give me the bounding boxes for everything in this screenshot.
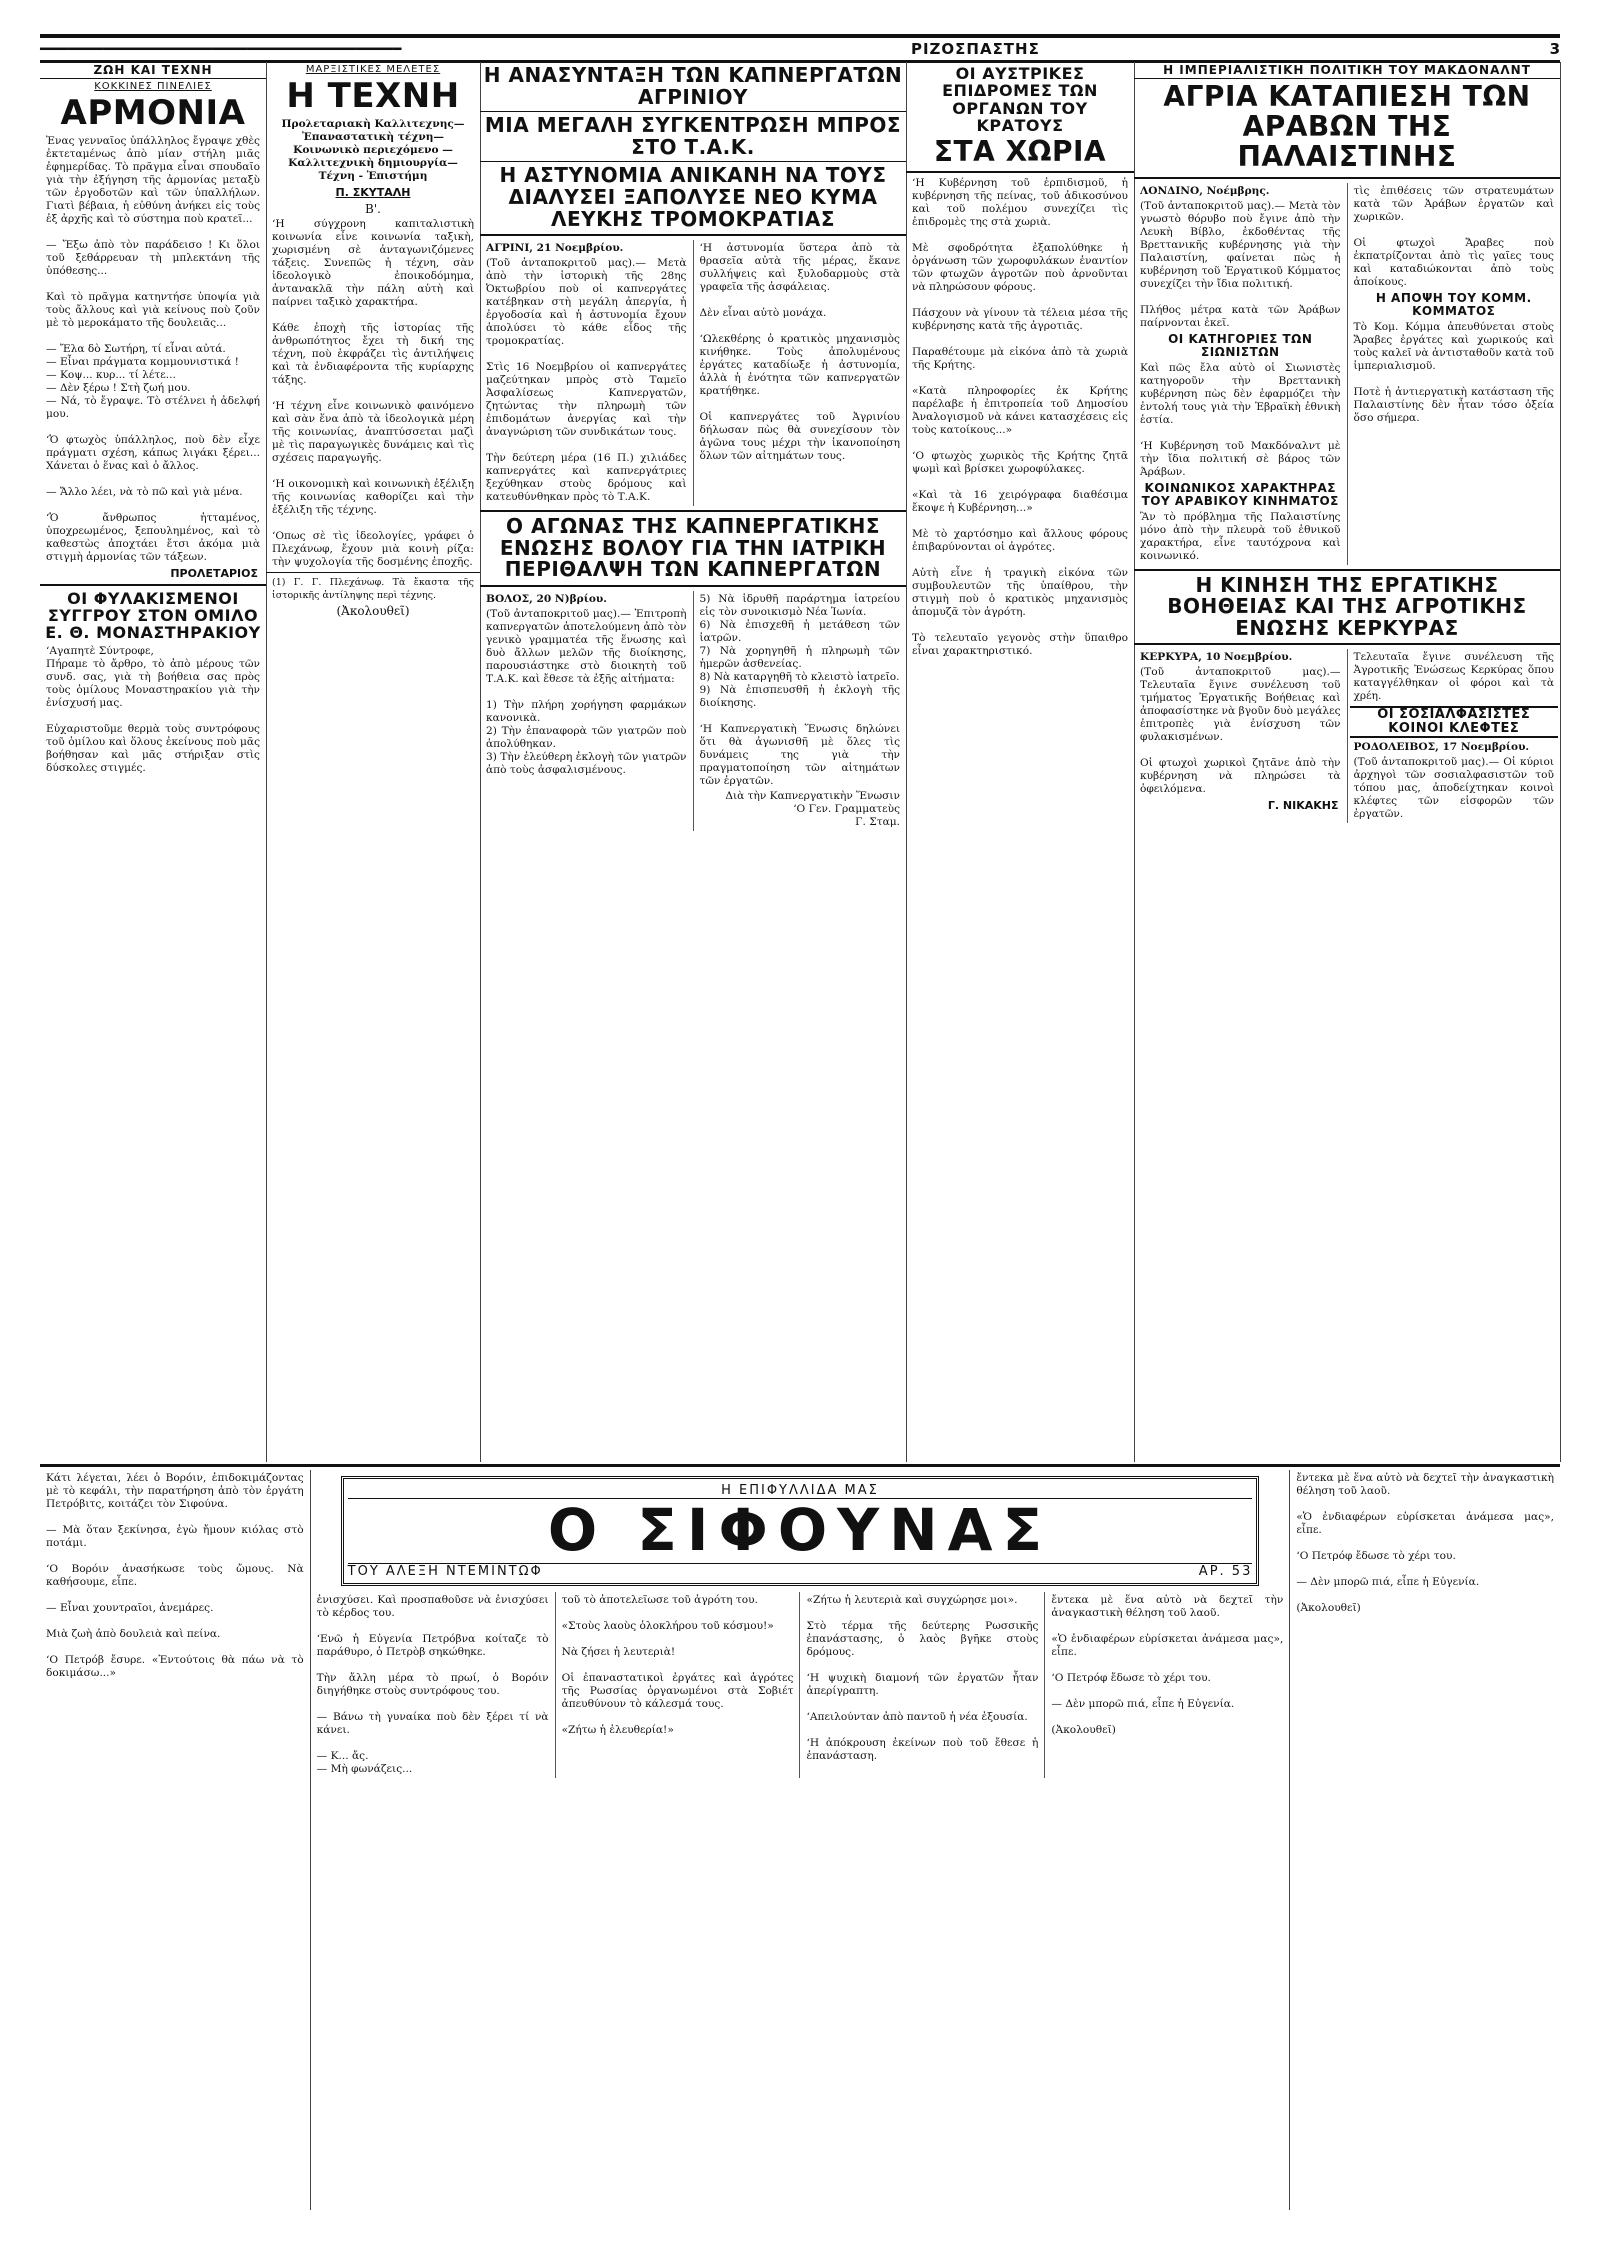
feuilleton-center — [311, 1470, 1290, 2210]
article-left — [480, 591, 694, 831]
feuilleton — [40, 1470, 1560, 2210]
divider — [266, 572, 480, 573]
feuilleton-columns — [311, 1592, 1290, 1778]
column-austrian-raids — [906, 62, 1135, 1462]
page-divider — [40, 1464, 1560, 1467]
dateline-text: ΡΟΔΟΛΕΙΒΟΣ, 17 Νοεμβρίου. — [1353, 741, 1530, 754]
dateline — [486, 593, 687, 606]
headline-prisoners: ΟΙ ΦΥΛΑΚΙΣΜΕΝΟΙ ΣΥΓΓΡΟΥ ΣΤΟΝ ΟΜΙΛΟ Ε. Θ. ΜΟΝΑΣΤΗΡΑΚΙΟΥ — [45, 588, 261, 643]
article-body: Ἂν τὸ πρόβλημα τῆς Παλαιστίνης μόνο ἀπὸ τὴν πλευρὰ τοῦ ἐθνικοῦ χαρακτήρα, εἶνε ταυτόχρονα καὶ κοινωνικό. — [1140, 510, 1344, 562]
article-right — [1348, 649, 1561, 823]
subheading: ΚΟΙΝΩΝΙΚΟΣ ΧΑΡΑΚΤΗΡΑΣ ΤΟΥ ΑΡΑΒΙΚΟΥ ΚΙΝΗΜΑΤΟΣ — [1141, 480, 1339, 508]
masthead — [40, 34, 1560, 63]
headline-villages: ΣΤΑ ΧΩΡΙΑ — [933, 135, 1107, 169]
dateline — [1140, 651, 1341, 664]
byline: Γ. ΝΙΚΑΚΗΣ — [1267, 799, 1339, 813]
feuilleton-author-row — [348, 1563, 1253, 1579]
headline-socialfascists: ΟΙ ΣΟΣΙΑΛΦΑΣΙΣΤΕΣ ΚΟΙΝΟΙ ΚΛΕΦΤΕΣ — [1350, 706, 1559, 738]
byline: Π. ΣΚΥΤΑΛΗ — [335, 185, 411, 199]
headline-raids: ΟΙ ΑΥΣΤΡΙΚΕΣ ΕΠΙΔΡΟΜΕΣ ΤΩΝ ΟΡΓΑΝΩΝ ΤΟΥ ΚΡΑΤΟΥΣ — [942, 64, 1098, 135]
article-body: (Τοῦ ἀνταποκριτοῦ μας).— Οἱ κύριοι ἀρχηγοὶ τῶν σοσιαλφασιστῶν τοῦ τόπου μας, ἀποδείχτηκαν κοινοὶ κλέφτες τῶν εἰσφορῶν τῶν ἐργατῶν. — [1353, 756, 1558, 821]
dateline-text: ΛΟΝΔΙΝΟ, Νοέμβρης. — [1140, 184, 1270, 197]
story-text: τοῦ τὸ ἀποτελεῖωσε τοῦ ἀγρότη του. «Στοὺς λαοὺς ὁλοκλήρου τοῦ κόσμου!» Νὰ ζήσει ἡ λευτεριὰ! Οἱ ἐπαναστατικοὶ ἐργάτες καὶ ἀγρότες τῆς Ρωσσίας ὀργανωμένοι στὰ Σοβιέτ ἀπευθύνουν τὸ κάλεσμά τους. «Ζήτω ἡ ἐλευθερία!» — [561, 1593, 794, 1736]
dateline-text: ΚΕΡΚΥΡΑ, 10 Νοεμβρίου. — [1140, 651, 1293, 664]
story-text: ἔντεκα μὲ ἕνα αὐτὸ νὰ δεχτεῖ τὴν ἀναγκαστικὴ θέληση τοῦ λαοῦ. «Ὁ ἐνδιαφέρων εὑρίσκεται ἀνάμεσα μας», εἶπε. ‘Ο Πετρόφ ἔδωσε τὸ χέρι του. — Δὲν μπορῶ πιά, εἶπε ἡ Εὐγενία. (Ἀκολουθεῖ) — [1296, 1472, 1554, 1614]
article-body: (Τοῦ ἀνταποκριτοῦ μας).— Τελευταῖα ἔγινε συνέλευση τοῦ τμήματος Ἐργατικῆς Βοήθειας καὶ ἀποφασίστηκε νὰ βγοῦν δυὸ μεγάλες ἐπιτροπὲς γιὰ ἐνίσχυση τῶν φυλακισμένων. Οἱ φτωχοὶ χωρικοὶ ζητᾶνε ἀπὸ τὴν κυβέρνηση νὰ πληρώσει τὰ ὀφειλόμενα. — [1140, 666, 1341, 796]
article-left — [1134, 183, 1348, 565]
divider — [1134, 569, 1560, 571]
byline: ΠΡΟΛΕΤΑΡΙΟΣ — [170, 566, 258, 580]
continued: (Ἀκολουθεῖ) — [336, 603, 410, 618]
dateline-text: ΒΟΛΟΣ, 20 Ν)βρίου. — [486, 592, 607, 605]
dateline — [1354, 741, 1555, 754]
article-body: τὶς ἐπιθέσεις τῶν στρατευμάτων κατὰ τῶν Ἀράβων ἐργατῶν καὶ χωρικῶν. Οἱ φτωχοὶ Ἄραβες ποὺ ἐκπατρίζονται ἀπὸ τὶς γαῖες τους καὶ καταδιώκονται ἀπὸ τοὺς ἀποίκους. — [1353, 184, 1554, 288]
story-text: Κάτι λέγεται, λέει ὁ Βορόιν, ἐπιδοκιμάζοντας μὲ τὸ κεφάλι, τὴν παρατήρηση ἀπὸ τὸν ἐργάτη Πετρόβιτς, κοιτάζει τὸν Σιφούνα. — Μὰ ὅταν ξεκίνησα, ἐγὼ ἤμουν κιόλας στὸ ποτάμι. ‘Ο Βορόιν ἀνασήκωσε τοὺς ὤμους. Νὰ καθήσουμε, εἶπε. — Εἶναι χουντραῖοι, ἀνεμάρες. Μιὰ ζωὴ ἀπὸ δουλειὰ καὶ πείνα. ‘Ο Πετρόβ ἔσυρε. «Ἐντούτοις θὰ πάω νὰ τὸ δοκιμάσω...» — [46, 1472, 304, 1679]
feuilleton-title: Ο ΣΙΦΟΥΝΑΣ — [547, 1496, 1053, 1564]
divider — [480, 111, 906, 112]
article-right — [694, 591, 907, 831]
subheading: ΟΙ ΚΑΤΗΓΟΡΙΕΣ ΤΩΝ ΣΙΩΝΙΣΤΩΝ — [1168, 331, 1313, 359]
article-left — [1134, 649, 1348, 823]
kicker: ΚΟΚΚΙΝΕΣ ΠΙΝΕΛΙΕΣ — [94, 81, 212, 92]
footnote: (1) Γ. Γ. Πλεχάνωφ. Τὰ ἔκαστα τῆς ἱστορικῆς ἀντίληψης περὶ τέχνης. — [272, 576, 478, 601]
feuilleton-col — [1045, 1592, 1289, 1778]
article-body: Ἐνας γενναῖος ὑπάλληλος ἔγραψε χθὲς ἐκτεταμένως ἀπὸ μίαν στήλη μιᾶς ἐφημερίδας. Τὸ πρᾶγμα εἶναι σπουδαῖο γιὰ τὴν ἐξήγηση τῆς ἀρμονίας μεταξὺ τῶν ἐργοδοτῶν καὶ τῶν ὑπαλλήλων. Γιατὶ βέβαια, ἡ εὐθύνη ἀνήκει εἰς τοὺς ἐξ ἀρχῆς καὶ τὸ σύστημα ποὺ κρατεῖ... — Ἔξω ἀπὸ τὸν παράδεισο ! Κι ὅλοι τοῦ ξεθάρρευαν τὴ μπλεκτάνη τῆς ὑπόθεσης... Καὶ τὸ πρᾶγμα κατηντήσε ὑποψία γιὰ τοὺς ἄλλους καὶ γιὰ κείνους ποὺ ζοῦν μὲ τὸ μεροκάματο τῆς δουλειᾶς... — Ἔλα δὸ Σωτήρη, τί εἶναι αὐτά. — Εἶναι πράγματα κομμουνιστικά ! — Κοψ... κυρ... τί λέτε... — Δὲν ξέρω ! Στὴ ζωή μου. — Νά, τὸ ἔγραψε. Τὸ στέλνει ἡ ἀδελφή μου. ‘Ὁ φτωχὸς ὑπάλληλος, ποὺ δὲν εἶχε πράγματι σχέση, κάπως λιγάκι ξέρει... Χάνεται ὁ ἕνας καὶ ὁ ἄλλος. — Ἄλλο λέει, νὰ τὸ πῶ καὶ γιὰ μένα. ‘Ὁ ἄνθρωπος ἡτταμένος, ὑποχρεωμένος, ξεπουλημένος, καὶ τὸ καθεστὼς ἀποχτάει ἔτσι ἀκόμα μιὰ στιγμὴ ἀρμονίας τῶν τάξεων. — [46, 134, 260, 563]
column-agrinio — [480, 62, 907, 1462]
story-text: «Ζήτω ἡ λευτεριὰ καὶ συγχώρησε μοι». Στὸ τέρμα τῆς δεύτερης Ρωσσικῆς ἐπανάστασης, ὁ λαὸς βγῆκε στοὺς δρόμους. ‘Η ψυχικὴ διαμονή τῶν ἐργατῶν ἦταν ἀπερίγραπτη. ‘Απειλούνταν ἀπὸ παντοῦ ἡ νέα ἐξουσία. ‘Η ἀπόκρουση ἐκείνων ποὺ τοῦ ἔθεσε ἡ ἐπανάσταση. — [806, 1593, 1039, 1762]
headline-harmony: ΑΡΜΟΝΙΑ — [60, 93, 246, 133]
story-text: ἔντεκα μὲ ἕνα αὐτὸ νὰ δεχτεῖ τὴν ἀναγκαστικὴ θέληση τοῦ λαοῦ. «Ὁ ἐνδιαφέρων εὑρίσκεται ἀνάμεσα μας», εἶπε. ‘Ο Πετρόφ ἔδωσε τὸ χέρι του. — Δὲν μπορῶ πιά, εἶπε ἡ Εὐγενία. (Ἀκολουθεῖ) — [1051, 1593, 1284, 1736]
divider — [480, 585, 906, 587]
article-body: ‘Η σύγχρονη καπιταλιστικὴ κοινωνία εἶνε κοινωνία ταξικὴ, χωρισμένη σὲ ἀνταγωνιζόμενες τάξεις. Συνεπῶς ἡ τέχνη, σὰν ἰδεολογικὸ ἐποικοδόμημα, ἀντανακλᾶ τὴν πάλη αὐτὴ καὶ παίρνει ταξικὸ χαρακτήρα. Κάθε ἐποχὴ τῆς ἱστορίας τῆς ἀνθρωπότητος ἔχει τὴ δική της τέχνη, ποὺ ἐκφράζει τὶς ἀντιλήψεις καὶ τὰ ἐνδιαφέροντα τῆς κυρίαρχης τάξης. ‘Η τέχνη εἶνε κοινωνικὸ φαινόμενο καὶ σὰν ἕνα ἀπὸ τὰ ἰδεολογικὰ μέρη τῆς κοινωνίας, ἀναπτύσσεται μαζὶ μὲ τὶς παραγωγικὲς δυνάμεις καὶ τὶς σχέσεις παραγωγῆς. ‘Η οικονομικὴ καὶ κοινωνικὴ ἐξέλιξη τῆς κοινωνίας καθορίζει καὶ τὴν ἐξέλιξη τῆς τέχνης. ‘Οπως σὲ τὶς ἰδεολογίες, γράφει ὁ Πλεχάνωφ, ἔχουν μιὰ κοινὴ ρίζα: τὴν ψυχολογία τῆς δοσμένης ἐποχῆς. — [272, 217, 474, 568]
feuilleton-col — [800, 1592, 1045, 1778]
column-art — [40, 62, 267, 1462]
divider — [480, 234, 906, 236]
headline-art: Η ΤΕΧΝΗ — [286, 76, 460, 116]
article-body: (Τοῦ ἀνταποκριτοῦ μας).— Μετὰ τὸν γνωστὸ θόρυβο ποὺ ἔγινε ἀπὸ τὴν Λευκὴ Βίβλο, ἐκδοθέντας τῆς Βρεττανικῆς κυβέρνησης γιὰ τὴν Παλαιστίνη, φαίνεται πὼς ἡ κυβέρνηση τοῦ Ἐργατικοῦ Κόμματος συνεχίζει τὴν ἴδια πολιτική. Πλήθος μέτρα κατὰ τῶν Ἀράβων παίρνονται ἐκεῖ. — [1140, 199, 1341, 329]
masthead-title: ΡΙΖΟΣΠΑΣΤΗΣ — [910, 40, 1040, 58]
headline-agrinio-2: ΜΙΑ ΜΕΓΑΛΗ ΣΥΓΚΕΝΤΡΩΣΗ ΜΠΡΟΣ ΣΤΟ Τ.Α.Κ. — [484, 113, 902, 159]
feuilleton-col — [556, 1592, 801, 1778]
feuilleton-col — [311, 1592, 556, 1778]
headline-volos: Ο ΑΓΩΝΑΣ ΤΗΣ ΚΑΠΝΕΡΓΑΤΙΚΗΣ ΕΝΩΣΗΣ ΒΟΛΟΥ ΓΙΑ ΤΗΝ ΙΑΤΡΙΚΗ ΠΕΡΙΘΑΛΨΗ ΤΩΝ ΚΑΠΝΕΡΓΑΤΩΝ — [499, 514, 887, 582]
divider — [906, 171, 1134, 173]
story-text: ἐνισχύσει. Καὶ προσπαθοῦσε νὰ ἐνισχύσει τὸ κέρδος του. ‘Ενῶ ἡ Εὐγενία Πετρόβνα κοίταζε τὸ παράθυρο, ὁ Πετρὸβ σηκώθηκε. Τὴν ἄλλη μέρα τὸ πρωί, ὁ Βορόιν διηγήθηκε στοὺς συντρόφους του. — Βάνω τὴ γυναίκα ποὺ δὲν ξέρει τί νὰ κάνει. — Κ... ἄς. — Μὴ φωνάζεις... — [316, 1593, 549, 1775]
article-columns — [480, 591, 906, 831]
article-columns — [1134, 649, 1560, 823]
dateline — [486, 242, 687, 255]
article-body: Τὸ Κομ. Κόμμα ἀπευθύνεται στοὺς Ἄραβες ἐργάτες καὶ χωρικούς καὶ τοὺς καλεῖ νὰ ἀντισταθοῦν κατὰ τοῦ ἰμπεριαλισμοῦ. Ποτὲ ἡ ἀντιεργατικὴ κατάσταση τῆς Παλαιστίνης δὲν ἦταν τόσο ὀξεία ὅσο σήμερα. — [1353, 320, 1554, 424]
subtitle: Προλεταριακὴ Καλλιτεχνης— Ἐπαναστατικὴ τέχνη— Κοινωνικὸ περιεχόμενο — Καλλιτεχνικὴ δημιουργία— Τέχνη - Ἐπιστήμη — [281, 117, 469, 182]
article-columns — [1134, 183, 1560, 565]
masthead-rule-left: ━━━━━━━━━━━━━━━━━━━━━━━━━━━━━━━━━━━━━━━━ — [40, 40, 402, 58]
section-label: ΖΩΗ ΚΑΙ ΤΕΧΝΗ — [40, 62, 266, 79]
article-right — [1348, 183, 1561, 565]
article-columns — [480, 240, 906, 506]
divider — [1134, 177, 1560, 179]
article-body: ‘Αγαπητὲ Σύντροφε, Πήραμε τὸ ἄρθρο, τὸ ἀπὸ μέρους τῶν συνδ. σας, γιὰ τὴ βοήθεια σας πρὸς τοὺς ὁμίλους Μοναστηρακίου γιὰ τὴν ἐνίσχυσή μας. Εὐχαριστοῦμε θερμὰ τοὺς συντρόφους τοῦ ὁμίλου καὶ ὅλους ἐκείνους ποὺ μᾶς βοήθησαν καὶ μᾶς στήριξαν στὶς δύσκολες στιγμές. — [46, 644, 260, 774]
section-label: Η ΙΜΠΕΡΙΑΛΙΣΤΙΚΗ ΠΟΛΙΤΙΚΗ ΤΟΥ ΜΑΚΔΟΝΑΛΝΤ — [1134, 62, 1560, 79]
dateline — [1140, 185, 1341, 198]
article-body: Τελευταῖα ἔγινε συνέλευση τῆς Ἀγροτικῆς Ἐνώσεως Κερκύρας ὅπου καταγγέλθηκαν οἱ φόροι καὶ τὰ χρέη. — [1353, 651, 1558, 703]
article-body: 5) Νὰ ἱδρυθῆ παράρτημα ἰατρείου εἰς τὸν συνοικισμὸ Νέα Ἰωνία. 6) Νὰ ἐπισχεθῆ ἡ μετάθεση τῶν ἰατρῶν. 7) Νὰ χορηγηθῆ ἡ πληρωμὴ τῶν ἡμερῶν ἀσθενείας. 8) Νὰ καταργηθῆ τὸ κλειστὸ ἰατρεῖο. 9) Νὰ ἐπισπευσθῆ ἡ ἐκλογὴ τῆς διοίκησης. ‘Η Καπνεργατικὴ Ἕνωσις δηλώνει ὅτι θὰ ἀγωνισθῆ μὲ ὅλες τὶς δυνάμεις της γιὰ τὴν πραγματοποίηση τῶν αἰτημάτων τῶν ἐργατῶν. — [699, 592, 900, 787]
headline-agrinio-1: Η ΑΝΑΣΥΝΤΑΞΗ ΤΩΝ ΚΑΠΝΕΡΓΑΤΩΝ ΑΓΡΙΝΙΟΥ — [483, 63, 903, 109]
headline-corfu: Η ΚΙΝΗΣΗ ΤΗΣ ΕΡΓΑΤΙΚΗΣ ΒΟΗΘΕΙΑΣ ΚΑΙ ΤΗΣ ΑΓΡΟΤΙΚΗΣ ΕΝΩΣΗΣ ΚΕΡΚΥΡΑΣ — [1167, 572, 1527, 640]
divider — [1134, 643, 1560, 645]
subheading: Η ΑΠΟΨΗ ΤΟΥ ΚΟΜΜ. ΚΟΜΜΑΤΟΣ — [1375, 290, 1532, 318]
feuilleton-number: ΑΡ. 53 — [1198, 1563, 1253, 1579]
feuilleton-col — [40, 1470, 311, 2210]
article-body: (Τοῦ ἀνταποκριτοῦ μας).— Ἐπιτροπὴ καπνεργατῶν ἀποτελούμενη ἀπὸ τὸν γενικὸ γραμματέα τῆς ἕνωσης καὶ δυὸ ἄλλων μελῶν τῆς διοίκησης, παρουσιάστηκε στὸ διοικητὴ τοῦ Τ.Α.Κ. καὶ ἔθεσε τὰ ἐξῆς αἰτήματα: 1) Τὴν πλήρη χορήγηση φαρμάκων κανονικὰ. 2) Τὴν ἐπαναφορὰ τῶν γιατρῶν ποὺ ἀπολύθηκαν. 3) Τὴν ἐλεύθερη ἐκλογὴ τῶν γιατρῶν ἀπὸ τοὺς ἀσφαλισμένους. — [486, 607, 687, 776]
column-marxist-studies — [266, 62, 481, 1462]
page-number: 3 — [1549, 40, 1560, 58]
feuilleton-author: ΤΟΥ ΑΛΕΞΗ ΝΤΕΜΙΝΤΩΦ — [347, 1563, 543, 1579]
feuilleton-title-box — [341, 1476, 1260, 1586]
article-left — [480, 240, 694, 506]
article-body: Καὶ πῶς ἔλα αὐτὸ οἱ Σιωνιστὲς κατηγοροῦν τὴν Βρεττανικὴ κυβέρνηση πὼς δὲν ἐφαρμόζει τὴν ἐντολή τους γιὰ τὴν Ἑβραϊκὴ ἐθνικὴ ἑστία. ‘Η Κυβέρνηση τοῦ Μακδόναλντ μὲ τὴν ἴδια πολιτική σὲ βάρος τῶν Ἀράβων. — [1140, 361, 1341, 478]
article-body: ‘Η ἀστυνομία ὕστερα ἀπὸ τὰ θρασεῖα αὐτὰ τῆς μέρας, ἔκανε συλλήψεις καὶ ξυλοδαρμοὺς στὰ γραφεῖα τῆς ἀσφάλειας. Δὲν εἶναι αὐτὸ μονάχα. ‘Ωλεκθέρης ὁ κρατικὸς μηχανισμὸς κινήθηκε. Τοὺς ἀπολυμένους ἐργάτες καταδίωξε ἡ ἀστυνομία, ἀλλὰ ἡ ἑνότητα τῶν καπνεργατῶν κρατήθηκε. Οἱ καπνεργάτες τοῦ Ἀγρινίου δήλωσαν πὼς θὰ συνεχίσουν τὸν ἀγῶνα τους μέχρι τὴν ἱκανοποίηση ὅλων τῶν αἰτημάτων τους. — [699, 242, 900, 463]
column-palestine — [1134, 62, 1561, 1462]
article-right — [694, 240, 907, 506]
feuilleton-label: Η ΕΠΙΦΥΛΛΙΔΑ ΜΑΣ — [348, 1483, 1253, 1499]
kicker: ΜΑΡΞΙΣΤΙΚΕΣ ΜΕΛΕΤΕΣ — [305, 64, 441, 75]
dateline-text: ΑΓΡΙΝΙ, 21 Νοεμβρίου. — [486, 242, 624, 255]
article-body: ‘Η Κυβέρνηση τοῦ ἐρπιδισμοῦ, ἡ κυβέρνηση τῆς πείνας, τοῦ ἀδικοσύνου καὶ τοῦ πολέμου συνεχίζει τὶς ἐπιδρομὲς της στὰ χωριὰ. Μὲ σφοδρότητα ἐξαπολύθηκε ἡ ὀργάνωση τῶν χωροφυλάκων ἐναντίον τῶν φτωχῶν ἀγροτῶν ποὺ ἀρνοῦνται νὰ πληρώσουν φόρους. Πάσχουν νὰ γίνουν τὰ τέλεια μέσα τῆς κυβέρνησης κατὰ τῆς ἀγροτιᾶς. Παραθέτουμε μὰ εἰκόνα ἀπὸ τὰ χωριὰ τῆς Κρήτης. «Κατὰ πληροφορίες ἐκ Κρήτης παρέλαβε ἡ ἐπιτροπεία τοῦ Δημοσίου Ἀναλογισμοῦ νὰ κάνει κατασχέσεις εἰς τοὺς κατοίκους...» ‘Ο φτωχὸς χωρικὸς τῆς Κρήτης ζητᾶ ψωμὶ καὶ βρίσκει χωροφύλακες. «Καὶ τὰ 16 χειρόγραφα διαθέσιμα ἔκοψε ἡ Κυβέρνηση...» Μὲ τὸ χαρτόσημο καὶ ἄλλους φόρους ἐπιβαρύνονται οἱ ἀγρότες. Αὐτὴ εἶνε ἡ τραγικὴ εἰκόνα τῶν συμβουλευτῶν τῆς ὑπαίθρου, τὴν στιγμὴ ποὺ ὁ κρατικὸς μηχανισμὸς ἀπομυζᾶ τὸν ἀγρότη. Τὸ τελευταῖο γεγονὸς στὴν ὕπαιθρο εἶναι χαρακτηριστικό. — [912, 177, 1128, 658]
headline-agrinio-3: Η ΑΣΤΥΝΟΜΙΑ ΑΝΙΚΑΝΗ ΝΑ ΤΟΥΣ ΔΙΑΛΥΣΕΙ ΞΑΠΟΛΥΣΕ ΝΕΟ ΚΥΜΑ ΛΕΥΚΗΣ ΤΡΟΜΟΚΡΑΤΙΑΣ — [499, 163, 887, 231]
divider — [40, 584, 266, 586]
headline-palestine: ΑΓΡΙΑ ΚΑΤΑΠΙΕΣΗ ΤΩΝ ΑΡΑΒΩΝ ΤΗΣ ΠΑΛΑΙΣΤΙΝΗΣ — [1163, 80, 1531, 174]
signature: Διὰ τὴν Καπνεργατικὴν Ἕνωσιν ‘Ο Γεν. Γραμματεὺς Γ. Σταμ. — [725, 789, 900, 828]
article-body: (Τοῦ ἀνταποκριτοῦ μας).— Μετὰ ἀπὸ τὴν ἱστορικὴ τῆς 28ης Ὀκτωβρίου ποὺ οἱ καπνεργάτες κατέβηκαν στὴ μεγάλη ἀπεργία, ἡ ἐργοδοσία καὶ ἡ ἀστυνομία ἔχουν ἀπολύσει τὸ κάθε εἶδος τῆς τρομοκρατίας. Στὶς 16 Νοεμβρίου οἱ καπνεργάτες μαζεύτηκαν μπρὸς στὸ Ταμεῖο Ἀσφαλίσεως Καπνεργατῶν, ζητώντας τὴν πληρωμὴ τῶν ἐπιδομάτων ἀνεργίας καὶ τὴν ἀναγνώριση τῶν συνδικάτων τους. Τὴν δεύτερη μέρα (16 Π.) χιλιάδες καπνεργάτες καὶ καπνεργάτριες ξεχύθηκαν στοὺς δρόμους καὶ κατευθύνθηκαν πρὸς τὸ Τ.Α.Κ. — [486, 257, 687, 504]
divider — [480, 161, 906, 162]
part-number: Β'. — [365, 201, 381, 216]
feuilleton-col — [1289, 1470, 1560, 2210]
divider — [480, 510, 906, 512]
